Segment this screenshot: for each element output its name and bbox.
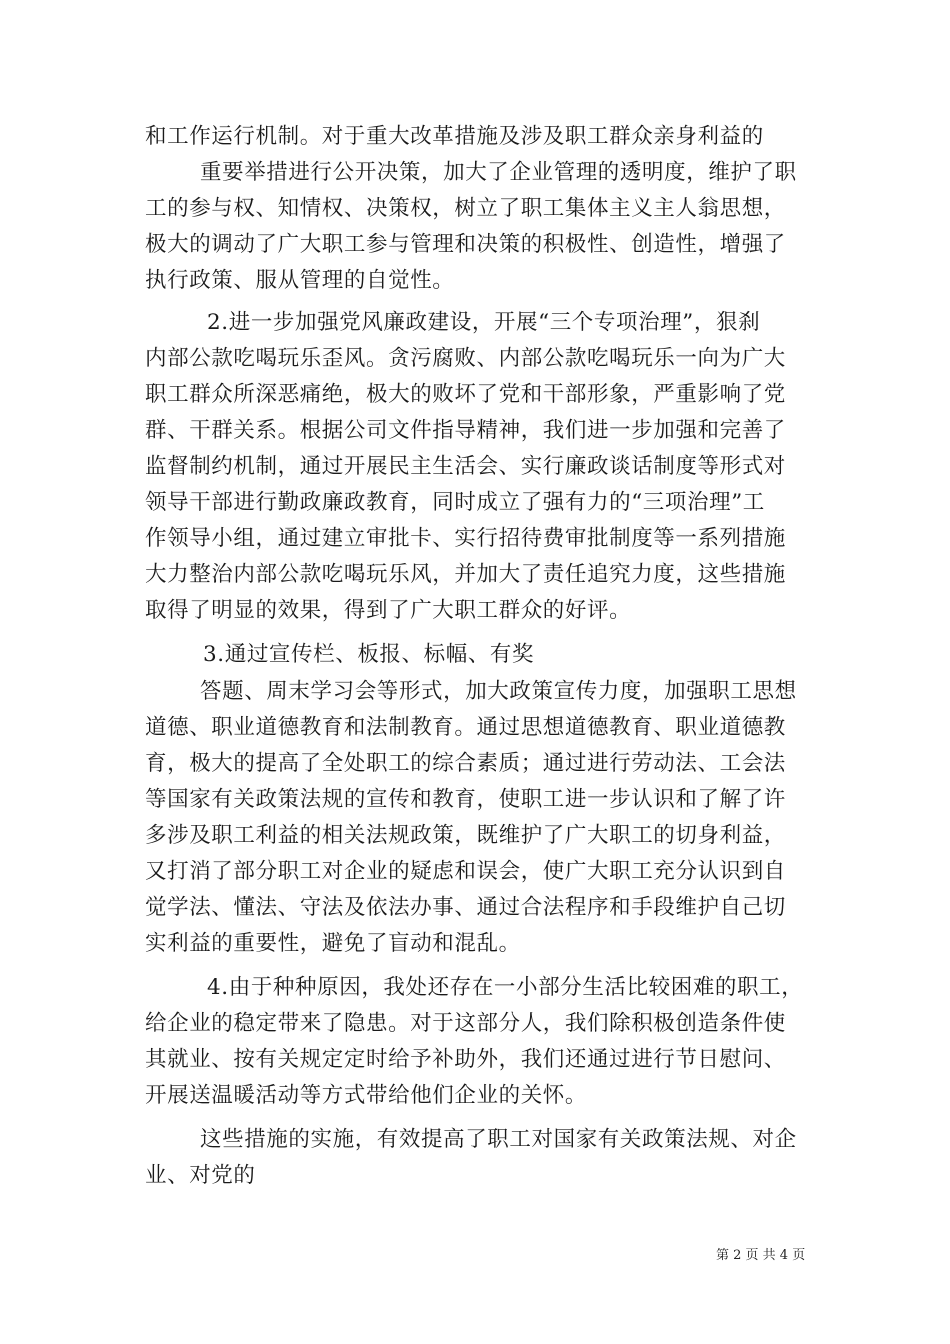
- text-line: 职工群众所深恶痛绝，极大的败坏了党和干部形象，严重影响了党: [145, 382, 786, 407]
- text-line: 其就业、按有关规定定时给予补助外，我们还通过进行节日慰问、: [145, 1047, 786, 1072]
- text-line: 重要举措进行公开决策，加大了企业管理的透明度，维护了职: [200, 160, 797, 185]
- text-line: 大力整治内部公款吃喝玩乐风，并加大了责任追究力度，这些措施: [145, 562, 786, 587]
- text-line: 道德、职业道德教育和法制教育。通过思想道德教育、职业道德教: [145, 715, 786, 740]
- text-line: 2.进一步加强党风廉政建设，开展“三个专项治理”，狠刹: [207, 310, 761, 335]
- text-line: 监督制约机制，通过开展民主生活会、实行廉政谈话制度等形式对: [145, 454, 786, 479]
- text-line: 内部公款吃喝玩乐歪风。贪污腐败、内部公款吃喝玩乐一向为广大: [145, 346, 786, 371]
- text-line: 领导干部进行勤政廉政教育，同时成立了强有力的“三项治理”工: [145, 490, 765, 515]
- text-line: 又打消了部分职工对企业的疑虑和误会，使广大职工充分认识到自: [145, 859, 786, 884]
- text-line: 作领导小组，通过建立审批卡、实行招待费审批制度等一系列措施: [145, 526, 786, 551]
- text-line: 取得了明显的效果，得到了广大职工群众的好评。: [145, 598, 632, 623]
- text-line: 给企业的稳定带来了隐患。对于这部分人，我们除积极创造条件使: [145, 1011, 786, 1036]
- page-number-footer: 第 2 页 共 4 页: [716, 1248, 806, 1263]
- text-line: 极大的调动了广大职工参与管理和决策的积极性、创造性，增强了: [145, 232, 786, 257]
- text-line: 3.通过宣传栏、板报、标幅、有奖: [203, 642, 535, 667]
- text-line: 群、干群关系。根据公司文件指导精神，我们进一步加强和完善了: [145, 418, 786, 443]
- text-line: 执行政策、服从管理的自觉性。: [145, 268, 455, 293]
- text-line: 业、对党的: [145, 1163, 256, 1188]
- text-line: 多涉及职工利益的相关法规政策，既维护了广大职工的切身利益，: [145, 823, 786, 848]
- text-line: 4.由于种种原因，我处还存在一小部分生活比较困难的职工，: [207, 975, 804, 1000]
- text-line: 答题、周末学习会等形式，加大政策宣传力度，加强职工思想: [200, 679, 797, 704]
- text-line: 觉学法、懂法、守法及依法办事、通过合法程序和手段维护自己切: [145, 895, 786, 920]
- text-line: 等国家有关政策法规的宣传和教育，使职工进一步认识和了解了许: [145, 787, 786, 812]
- text-line: 实利益的重要性，避免了盲动和混乱。: [145, 931, 521, 956]
- text-line: 和工作运行机制。对于重大改革措施及涉及职工群众亲身利益的: [145, 124, 764, 149]
- text-line: 这些措施的实施，有效提高了职工对国家有关政策法规、对企: [200, 1127, 797, 1152]
- text-line: 开展送温暖活动等方式带给他们企业的关怀。: [145, 1083, 588, 1108]
- text-line: 育，极大的提高了全处职工的综合素质；通过进行劳动法、工会法: [145, 751, 786, 776]
- text-line: 工的参与权、知情权、决策权，树立了职工集体主义主人翁思想，: [145, 196, 786, 221]
